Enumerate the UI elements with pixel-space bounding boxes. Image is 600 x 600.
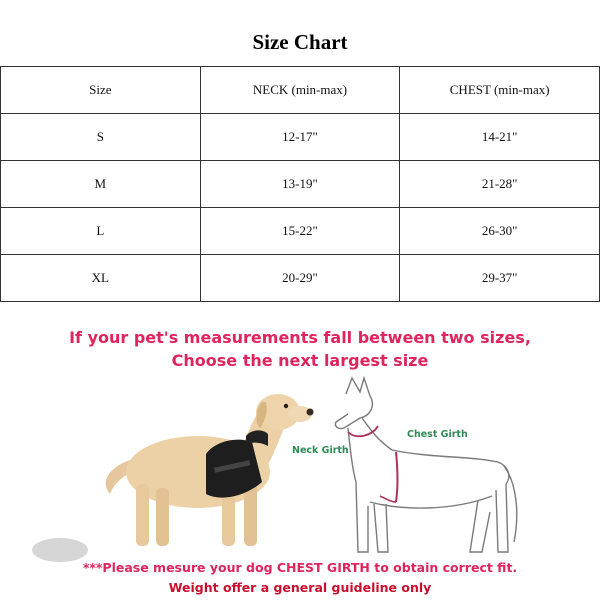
neck-cell: 15-22" — [200, 208, 400, 255]
table-header-row — [1, 67, 600, 114]
chest-cell: 14-21" — [400, 114, 600, 161]
header-neck: NECK (min-max) — [200, 67, 400, 114]
dog-outline-diagram — [335, 378, 516, 552]
page-title: Size Chart — [252, 30, 348, 54]
chest-girth-line — [396, 452, 398, 502]
size-cell: M — [1, 161, 201, 208]
table-row — [1, 114, 600, 161]
table-row — [1, 161, 600, 208]
chest-cell: 29-37" — [400, 255, 600, 302]
notice-line-2: Choose the next largest size — [171, 351, 429, 370]
neck-cell: 20-29" — [200, 255, 400, 302]
footer-line-1: ***Please mesure your dog CHEST GIRTH to obtain correct fit. — [82, 560, 518, 575]
footer-line-2: Weight offer a general guideline only — [168, 580, 432, 595]
table-row — [1, 208, 600, 255]
size-cell: L — [1, 208, 201, 255]
dog-illustration — [0, 372, 600, 562]
neck-cell: 13-19" — [200, 161, 400, 208]
neck-girth-label: Neck Girth — [292, 445, 349, 456]
size-cell: S — [1, 114, 201, 161]
header-chest: CHEST (min-max) — [400, 67, 600, 114]
chest-cell: 26-30" — [400, 208, 600, 255]
dog-with-harness-image — [32, 394, 314, 562]
chest-girth-label: Chest Girth — [407, 429, 468, 440]
neck-girth-line — [348, 426, 378, 436]
chest-girth-connector — [380, 496, 396, 502]
size-table — [0, 66, 600, 302]
chest-cell: 21-28" — [400, 161, 600, 208]
notice-line-1: If your pet's measurements fall between two sizes, — [69, 328, 531, 347]
neck-cell: 12-17" — [200, 114, 400, 161]
table-row — [1, 255, 600, 302]
header-size: Size — [1, 67, 201, 114]
size-cell: XL — [1, 255, 201, 302]
